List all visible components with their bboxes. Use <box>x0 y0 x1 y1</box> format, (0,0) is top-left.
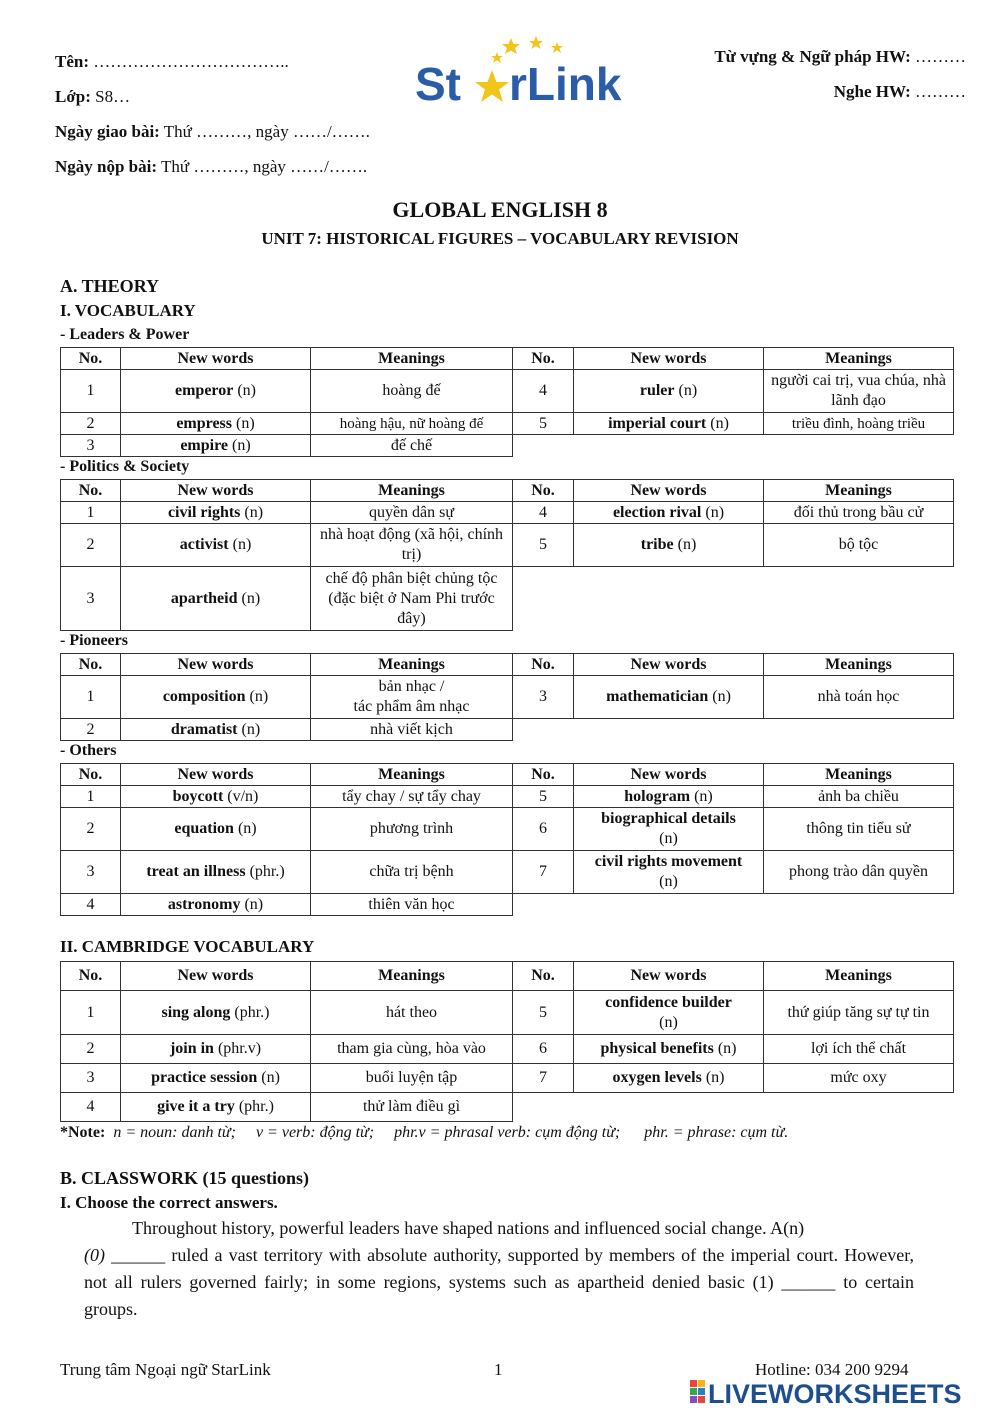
table-row: 1 emperor (n) hoàng đế 4 ruler (n) người cai trị, vua chúa, nhà lãnh đạo <box>61 370 954 413</box>
table-row: 2 join in (phr.v) tham gia cùng, hòa vào 6 physical benefits (n) lợi ích thể chất <box>61 1035 954 1064</box>
listen-hw-line <box>660 82 966 102</box>
note-label: *Note: <box>60 1124 106 1141</box>
listen-hw-label: Nghe HW: <box>833 82 911 101</box>
table-row: 3 empire (n) đế chế <box>61 435 954 457</box>
liveworksheets-logo-icon <box>690 1376 990 1408</box>
class-line <box>55 87 130 107</box>
assigned-line <box>55 122 370 142</box>
svg-text:St: St <box>415 58 461 108</box>
name-value[interactable]: …………………………….. <box>93 52 289 71</box>
vocabulary-heading: I. VOCABULARY <box>60 301 196 320</box>
table-header-row: No. New words Meanings No. New words Meanings <box>61 348 954 370</box>
exercise-instruction: I. Choose the correct answers. <box>60 1193 278 1212</box>
svg-text:LIVEWORKSHEETS: LIVEWORKSHEETS <box>708 1379 962 1408</box>
table-row: 3 practice session (n) buổi luyện tập 7 oxygen levels (n) mức oxy <box>61 1064 954 1093</box>
table-row: 4 astronomy (n) thiên văn học <box>61 894 954 916</box>
due-value: Thứ ………, ngày ……/……. <box>160 157 368 176</box>
assigned-value: Thứ ………, ngày ……/……. <box>163 122 370 141</box>
category-others: - Others <box>60 742 117 759</box>
vocab-hw-label: Từ vựng & Ngữ pháp HW: <box>714 47 911 66</box>
cambridge-heading: II. CAMBRIDGE VOCABULARY <box>60 937 315 956</box>
table-row: 1 civil rights (n) quyền dân sự 4 election rival (n) đối thủ trong bầu cử <box>61 502 954 524</box>
table-others <box>60 763 954 916</box>
table-row: 1 boycott (v/n) tẩy chay / sự tẩy chay 5 hologram (n) ảnh ba chiều <box>61 786 954 808</box>
page-subtitle: UNIT 7: HISTORICAL FIGURES – VOCABULARY REVISION <box>261 229 739 248</box>
section-a-heading: A. THEORY <box>60 276 160 296</box>
class-value: S8… <box>95 87 131 106</box>
table-row: 1 sing along (phr.) hát theo 5 confidence builder (n) thứ giúp tăng sự tự tin <box>61 991 954 1035</box>
vocab-hw-value: ……… <box>915 47 966 66</box>
footer-hotline: Hotline: 034 200 9294 <box>755 1360 909 1379</box>
table-row: 3 treat an illness (phr.) chữa trị bệnh 7 civil rights movement (n) phong trào dân quyền <box>61 851 954 894</box>
table-cambridge <box>60 961 954 1122</box>
table-row: 2 empress (n) hoàng hậu, nữ hoàng đế 5 imperial court (n) triều đình, hoàng triều <box>61 413 954 435</box>
table-row: 2 equation (n) phương trình 6 biographical details (n) thông tin tiểu sử <box>61 808 954 851</box>
page-number: 1 <box>494 1360 503 1379</box>
listen-hw-value: ……… <box>915 82 966 101</box>
category-pioneers: - Pioneers <box>60 632 128 649</box>
name-line <box>55 52 289 72</box>
table-pioneers <box>60 653 954 741</box>
table-row: 2 activist (n) nhà hoạt động (xã hội, chính trị) 5 tribe (n) bộ tộc <box>61 524 954 567</box>
reading-passage: Throughout history, powerful leaders have shaped nations and influenced social change. A(n) (0) ______ ruled a vast territory with absolute authority, supported by members of the imperial court. However, not all rulers governed fairly; in some regions, systems such as apartheid denied basic (1) ______ to certain groups. <box>84 1218 914 1319</box>
category-leaders: - Leaders & Power <box>60 326 190 343</box>
table-row: 2 dramatist (n) nhà viết kịch <box>61 719 954 741</box>
table-header-row: No. New words Meanings No. New words Meanings <box>61 480 954 502</box>
table-politics <box>60 479 954 631</box>
table-row: 4 give it a try (phr.) thử làm điều gì <box>61 1093 954 1122</box>
footer-center-name: Trung tâm Ngoại ngữ StarLink <box>60 1360 271 1379</box>
assigned-label: Ngày giao bài: <box>55 122 160 141</box>
liveworksheets-watermark <box>690 1376 990 1408</box>
category-politics: - Politics & Society <box>60 458 190 475</box>
vocab-hw-line <box>660 47 966 67</box>
page-title: GLOBAL ENGLISH 8 <box>392 197 608 222</box>
due-line <box>55 157 367 177</box>
due-label: Ngày nộp bài: <box>55 157 158 176</box>
question-0-marker: (0) <box>84 1245 105 1265</box>
table-row: 3 apartheid (n) chế độ phân biệt chủng tộc (đặc biệt ở Nam Phi trước đây) <box>61 567 954 631</box>
class-label: Lớp: <box>55 87 91 106</box>
starlink-logo <box>415 34 640 108</box>
section-b-heading: B. CLASSWORK (15 questions) <box>60 1168 310 1188</box>
table-leaders <box>60 347 954 457</box>
table-header-row: No. New words Meanings No. New words Meanings <box>61 654 954 676</box>
name-label: Tên: <box>55 52 89 71</box>
svg-text:rLink: rLink <box>509 58 622 108</box>
logo-star-icon <box>475 70 509 102</box>
table-header-row: No. New words Meanings No. New words Meanings <box>61 962 954 991</box>
table-row: 1 composition (n) bản nhạc / tác phẩm âm nhạc 3 mathematician (n) nhà toán học <box>61 676 954 719</box>
abbreviation-note: *Note: n = noun: danh từ; v = verb: động từ; phr.v = phrasal verb: cụm động từ; phr. = phrase: cụm từ. <box>60 1124 789 1141</box>
table-header-row: No. New words Meanings No. New words Meanings <box>61 764 954 786</box>
